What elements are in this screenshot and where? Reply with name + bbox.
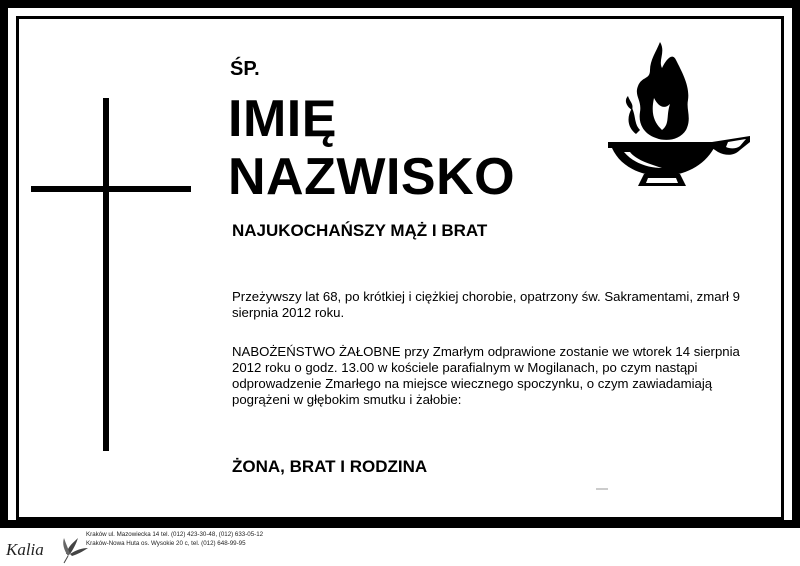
relation-line: NAJUKOCHAŃSZY MĄŻ I BRAT [232,221,488,240]
mourners-signoff: ŻONA, BRAT I RODZINA [232,457,428,476]
eternal-flame-lamp-icon [600,38,760,193]
address-line: Kraków ul. Mazowiecka 14 tel. (012) 423-30-48, (012) 633-05-12 [86,531,264,538]
cross-horizontal-bar [31,186,191,192]
company-address [86,530,263,548]
funeral-info-paragraph: NABOŻEŃSTWO ŻAŁOBNE przy Zmarłym odprawione zostanie we wtorek 14 sierpnia 2012 roku o godz. 13.00 w kościele parafialnym w Mogilanach, po czym nastąpi odprowadzenie Zmarłego na miejsce wiecznego spoczynku, o czym zawiadamiają pogrążeni w głębokim smutku i żałobie: [232,344,740,407]
print-artifact [596,488,608,490]
company-logo-text: Kalia [6,540,44,559]
death-notice-paragraph: Przeżywszy lat 68, po krótkiej i ciężkiej chorobie, opatrzony św. Sakramentami, zmarł 9 sierpnia 2012 roku. [232,289,740,320]
address-line: Kraków-Nowa Huta os. Wysokie 20 c, tel. (012) 648-99-95 [86,540,246,547]
deceased-first-name: IMIĘ [228,90,337,148]
cross-vertical-bar [103,98,109,451]
deceased-last-name: NAZWISKO [228,148,516,206]
deceased-prefix: ŚP. [230,58,260,80]
